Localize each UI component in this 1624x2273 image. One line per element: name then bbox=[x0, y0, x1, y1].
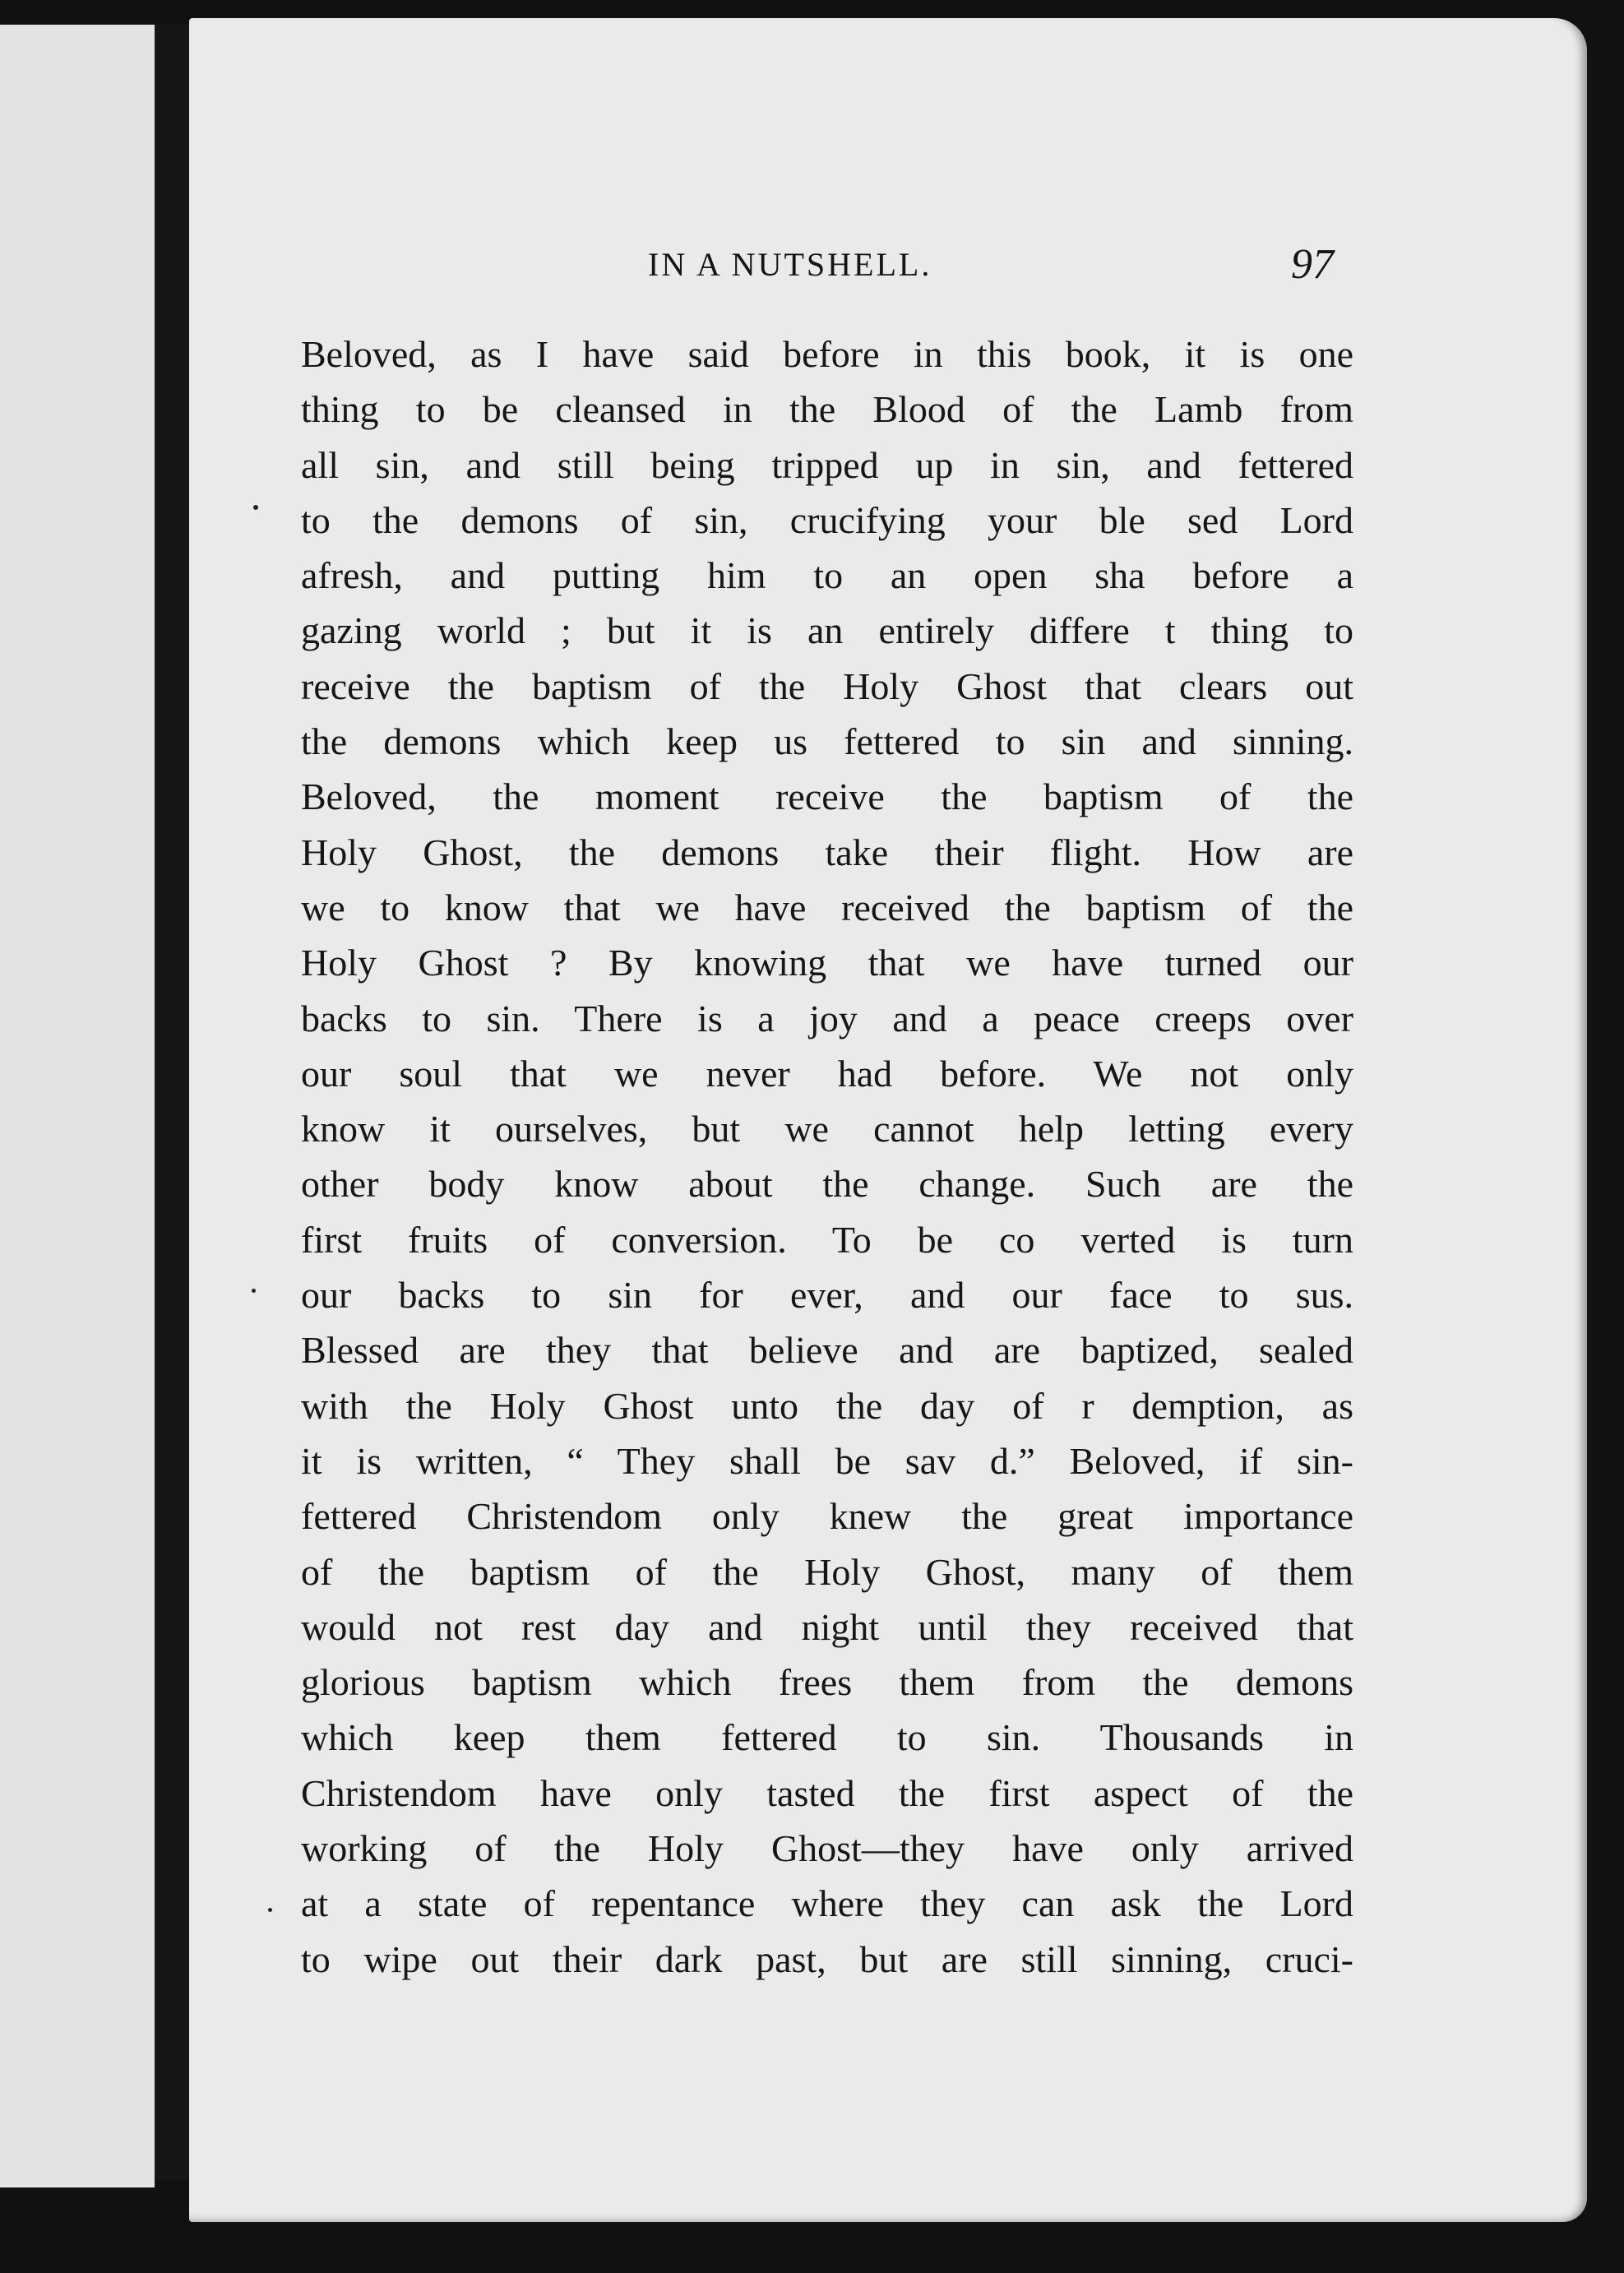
running-head: IN A NUTSHELL. bbox=[648, 246, 932, 283]
body-text bbox=[301, 326, 1353, 1987]
text-line: thing to be cleansed in the Blood of the Lamb from bbox=[301, 388, 1353, 431]
text-line: our backs to sin for ever, and our face to sus. bbox=[301, 1274, 1353, 1317]
text-line: with the Holy Ghost unto the day of r demption, as bbox=[301, 1384, 1353, 1427]
text-line: know it ourselves, but we cannot help letting every bbox=[301, 1108, 1353, 1150]
text-line: other body know about the change. Such are the bbox=[301, 1163, 1353, 1206]
page-number: 97 bbox=[1291, 241, 1334, 288]
text-line: glorious baptism which frees them from the demons bbox=[301, 1661, 1353, 1704]
text-line: Holy Ghost, the demons take their flight. How are bbox=[301, 831, 1353, 873]
margin-speck bbox=[253, 505, 258, 510]
text-line: backs to sin. There is a joy and a peace creeps over bbox=[301, 997, 1353, 1039]
text-line: receive the baptism of the Holy Ghost that clears out bbox=[301, 664, 1353, 707]
text-line: Christendom have only tasted the first aspect of the bbox=[301, 1771, 1353, 1814]
text-line: first fruits of conversion. To be co verted is turn bbox=[301, 1218, 1353, 1261]
text-line: our soul that we never had before. We not only bbox=[301, 1052, 1353, 1095]
text-line: the demons which keep us fettered to sin and sinning. bbox=[301, 720, 1353, 763]
text-line: to wipe out their dark past, but are still sinning, cruci- bbox=[301, 1937, 1353, 1980]
text-line: Blessed are they that believe and are baptized, sealed bbox=[301, 1329, 1353, 1372]
text-line: it is written, “ They shall be sav d.” Beloved, if sin- bbox=[301, 1439, 1353, 1482]
text-line: Holy Ghost ? By knowing that we have turned our bbox=[301, 942, 1353, 984]
text-line: fettered Christendom only knew the great importance bbox=[301, 1495, 1353, 1538]
page-header bbox=[189, 240, 1587, 306]
text-line: of the baptism of the Holy Ghost, many of them bbox=[301, 1550, 1353, 1593]
facing-page-edge bbox=[0, 25, 155, 2187]
text-line: to the demons of sin, crucifying your ble sed Lord bbox=[301, 498, 1353, 541]
book-page bbox=[189, 18, 1587, 2222]
text-line: Beloved, as I have said before in this book, it is one bbox=[301, 333, 1353, 375]
book-gutter bbox=[155, 25, 189, 2179]
text-line: we to know that we have received the baptism of the bbox=[301, 886, 1353, 928]
text-line: all sin, and still being tripped up in sin, and fettered bbox=[301, 443, 1353, 486]
text-line: at a state of repentance where they can ask the Lord bbox=[301, 1882, 1353, 1925]
text-line: which keep them fettered to sin. Thousands in bbox=[301, 1716, 1353, 1759]
margin-speck bbox=[268, 1908, 272, 1912]
text-line: working of the Holy Ghost—they have only arrived bbox=[301, 1827, 1353, 1870]
text-line: Beloved, the moment receive the baptism of the bbox=[301, 775, 1353, 818]
text-line: afresh, and putting him to an open sha before a bbox=[301, 554, 1353, 597]
text-line: gazing world ; but it is an entirely differe t thing to bbox=[301, 609, 1353, 652]
margin-speck bbox=[252, 1289, 256, 1293]
text-line: would not rest day and night until they received that bbox=[301, 1605, 1353, 1648]
